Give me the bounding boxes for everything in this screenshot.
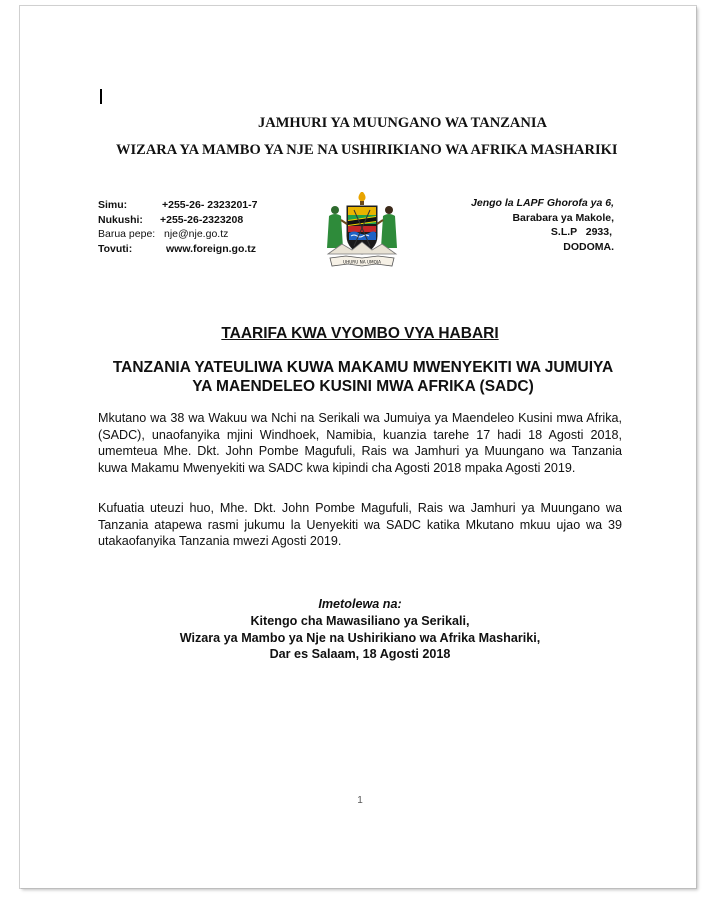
web-value[interactable]: www.foreign.go.tz xyxy=(166,242,257,255)
issued-by-line2: Wizara ya Mambo ya Nje na Ushirikiano wa Afrika Mashariki, xyxy=(179,630,541,645)
headline-line2: YA MAENDELEO KUSINI MWA AFRIKA (SADC) xyxy=(192,378,534,395)
press-release-title: TAARIFA KWA VYOMBO VYA HABARI xyxy=(221,325,499,342)
fax-label: Nukushi: xyxy=(98,213,143,226)
body-paragraph-1: Mkutano wa 38 wa Wakuu wa Nchi na Serikali wa Jumuiya ya Maendeleo Kusini mwa Afrika, (SADC), unaofanyika mjini Windhoek, Namibia, kuanzia tarehe 17 hadi 18 Agosti 2018, umemteua Mhe. Dkt. John Pombe Magufuli, Rais wa Jamhuri ya Muungano wa Tanzania kuwa Makamu Mwenyekiti wa SADC kwa kipindi cha Agosti 2018 mpaka Agosti 2019. xyxy=(98,411,622,475)
issued-by-line3: Dar es Salaam, 18 Agosti 2018 xyxy=(269,647,451,662)
web-label: Tovuti: xyxy=(98,242,133,255)
issued-by-line1: Kitengo cha Mawasiliano ya Serikali, xyxy=(250,613,470,628)
text-cursor xyxy=(100,89,102,104)
issued-by-block xyxy=(0,596,720,663)
fax-value: +255-26-2323208 xyxy=(160,213,244,226)
header-ministry: WIZARA YA MAMBO YA NJE NA USHIRIKIANO WA AFRIKA MASHARIKI xyxy=(116,142,618,158)
emblem-motto: UHURU NA UMOJA xyxy=(343,259,381,265)
address-line4: DODOMA. xyxy=(563,240,614,253)
coat-of-arms-icon xyxy=(316,190,408,272)
page-number: 1 xyxy=(357,795,363,806)
address-line1: Jengo la LAPF Ghorofa ya 6, xyxy=(471,197,614,209)
issued-by-label: Imetolewa na: xyxy=(318,597,402,611)
email-label: Barua pepe: xyxy=(98,228,156,240)
header-republic: JAMHURI YA MUUNGANO WA TANZANIA xyxy=(258,115,547,131)
address-block xyxy=(471,196,614,254)
body-paragraph-2: Kufuatia uteuzi huo, Mhe. Dkt. John Pombe Magufuli, Rais wa Jamhuri ya Muungano wa Tanzania atapewa rasmi jukumu la Uenyekiti wa SADC katika Mkutano mkuu ujao wa 39 utakaofanyika Tanzania mwezi Agosti 2019. xyxy=(98,501,622,549)
address-line3: S.L.P 2933, xyxy=(550,226,612,238)
headline-line1: TANZANIA YATEULIWA KUWA MAKAMU MWENYEKITI WA JUMUIYA xyxy=(112,359,614,376)
email-value[interactable]: nje@nje.go.tz xyxy=(164,228,229,240)
press-release-headline xyxy=(98,358,628,396)
address-line2: Barabara ya Makole, xyxy=(512,211,614,224)
phone-label: Simu: xyxy=(98,199,128,211)
phone-value: +255-26- 2323201-7 xyxy=(162,199,258,211)
